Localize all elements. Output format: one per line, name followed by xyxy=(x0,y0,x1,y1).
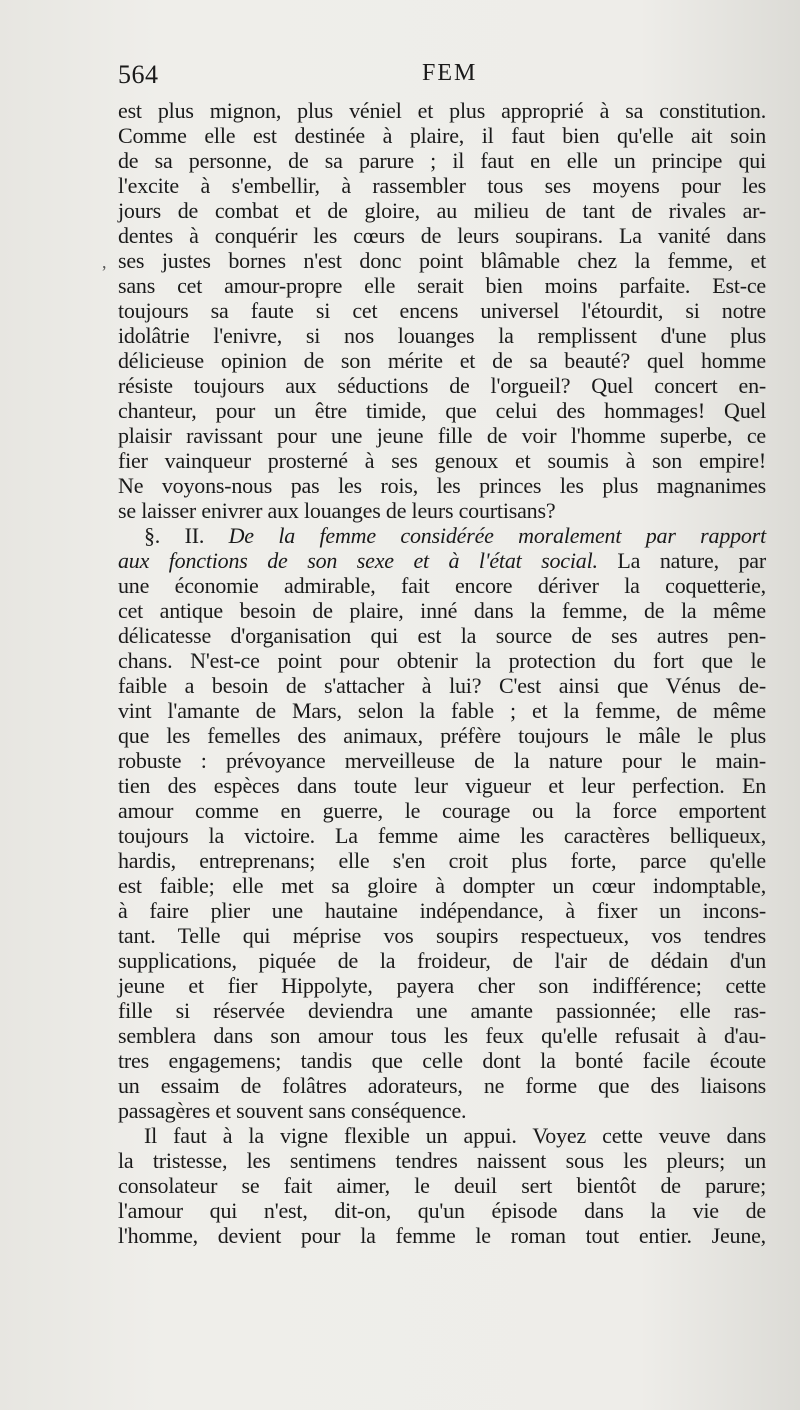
text-line-28: tien des espèces dans toute leur vigueur et leur perfection. En xyxy=(118,773,766,798)
text-line-46: l'homme, devient pour la femme le roman tout entier. Jeune, xyxy=(118,1223,766,1248)
text-line-2: Comme elle est destinée à plaire, il faut bien qu'elle ait soin xyxy=(118,123,766,148)
text-line-44: consolateur se fait aimer, le deuil sert bientôt de parure; xyxy=(118,1173,766,1198)
text-line-7: ses justes bornes n'est donc point blâmable chez la femme, et xyxy=(118,248,766,273)
text-line-43: la tristesse, les sentimens tendres naissent sous les pleurs; un xyxy=(118,1148,766,1173)
text-line-36: jeune et fier Hippolyte, payera cher son indifférence; cette xyxy=(118,973,766,998)
text-line-23: chans. N'est-ce point pour obtenir la protection du fort que le xyxy=(118,648,766,673)
margin-mark: , xyxy=(102,252,107,272)
text-line-42: Il faut à la vigne flexible un appui. Voyez cette veuve dans xyxy=(144,1123,766,1148)
text-line-33: à faire plier une hautaine indépendance, à fixer un incons- xyxy=(118,898,766,923)
text-line-39: tres engagemens; tandis que celle dont la bonté facile écoute xyxy=(118,1048,766,1073)
text-line-34: tant. Telle qui méprise vos soupirs respectueux, vos tendres xyxy=(118,923,766,948)
text-line-31: hardis, entreprenans; elle s'en croit plus forte, parce qu'elle xyxy=(118,848,766,873)
text-line-5: jours de combat et de gloire, au milieu de tant de rivales ar- xyxy=(118,198,766,223)
text-line-26: que les femelles des animaux, préfère toujours le mâle le plus xyxy=(118,723,766,748)
text-line-3: de sa personne, de sa parure ; il faut en elle un principe qui xyxy=(118,148,766,173)
section-title-part-1: De la femme considérée moralement par rapport xyxy=(228,523,766,548)
page-number: 564 xyxy=(118,60,159,89)
text-line-15: fier vainqueur prosterné à ses genoux et soumis à son empire! xyxy=(118,448,766,473)
text-line-13: chanteur, pour un être timide, que celui des hommages! Quel xyxy=(118,398,766,423)
text-line-32: est faible; elle met sa gloire à dompter un cœur indomptable, xyxy=(118,873,766,898)
text-line-29: amour comme en guerre, le courage ou la force emportent xyxy=(118,798,766,823)
text-line-17: se laisser enivrer aux louanges de leurs courtisans? xyxy=(118,498,556,523)
text-line-37: fille si réservée deviendra une amante passionnée; elle ras- xyxy=(118,998,766,1023)
text-line-41: passagères et souvent sans conséquence. xyxy=(118,1098,467,1123)
text-line-40: un essaim de folâtres adorateurs, ne forme que des liaisons xyxy=(118,1073,766,1098)
text-line-1: est plus mignon, plus véniel et plus approprié à sa constitution. xyxy=(118,98,766,123)
text-line-21: cet antique besoin de plaire, inné dans la femme, de la même xyxy=(118,598,766,623)
section-number: §. II. xyxy=(144,523,205,548)
text-line-11: délicieuse opinion de son mérite et de sa beauté? quel homme xyxy=(118,348,766,373)
text-line-22: délicatesse d'organisation qui est la source de ses autres pen- xyxy=(118,623,766,648)
text-line-20: une économie admirable, fait encore dériver la coquetterie, xyxy=(118,573,766,598)
section-heading-line-1 xyxy=(118,523,766,548)
body-text xyxy=(118,98,766,1308)
text-line-16: Ne voyons-nous pas les rois, les princes les plus magnanimes xyxy=(118,473,766,498)
section-title-part-2: aux fonctions de son sexe et à l'état social. xyxy=(118,548,598,573)
text-line-25: vint l'amante de Mars, selon la fable ; et la femme, de même xyxy=(118,698,766,723)
text-line-6: dentes à conquérir les cœurs de leurs soupirans. La vanité dans xyxy=(118,223,766,248)
running-head: FEM xyxy=(422,60,478,86)
text-line-4: l'excite à s'embellir, à rassembler tous ses moyens pour les xyxy=(118,173,766,198)
section-heading-line-2 xyxy=(118,548,766,573)
text-line-38: semblera dans son amour tous les feux qu'elle refusait à d'au- xyxy=(118,1023,766,1048)
section-line2-rest: La nature, par xyxy=(597,548,766,573)
text-line-35: supplications, piquée de la froideur, de l'air de dédain d'un xyxy=(118,948,766,973)
text-line-14: plaisir ravissant pour une jeune fille de voir l'homme superbe, ce xyxy=(118,423,766,448)
page-header xyxy=(118,60,766,96)
text-line-30: toujours la victoire. La femme aime les caractères belliqueux, xyxy=(118,823,766,848)
text-line-10: idolâtrie l'enivre, si nos louanges la remplissent d'une plus xyxy=(118,323,766,348)
text-line-27: robuste : prévoyance merveilleuse de la nature pour le main- xyxy=(118,748,766,773)
text-line-8: sans cet amour-propre elle serait bien moins parfaite. Est-ce xyxy=(118,273,766,298)
text-line-45: l'amour qui n'est, dit-on, qu'un épisode dans la vie de xyxy=(118,1198,766,1223)
text-line-12: résiste toujours aux séductions de l'orgueil? Quel concert en- xyxy=(118,373,766,398)
text-line-24: faible a besoin de s'attacher à lui? C'est ainsi que Vénus de- xyxy=(118,673,766,698)
text-line-9: toujours sa faute si cet encens universel l'étourdit, si notre xyxy=(118,298,766,323)
